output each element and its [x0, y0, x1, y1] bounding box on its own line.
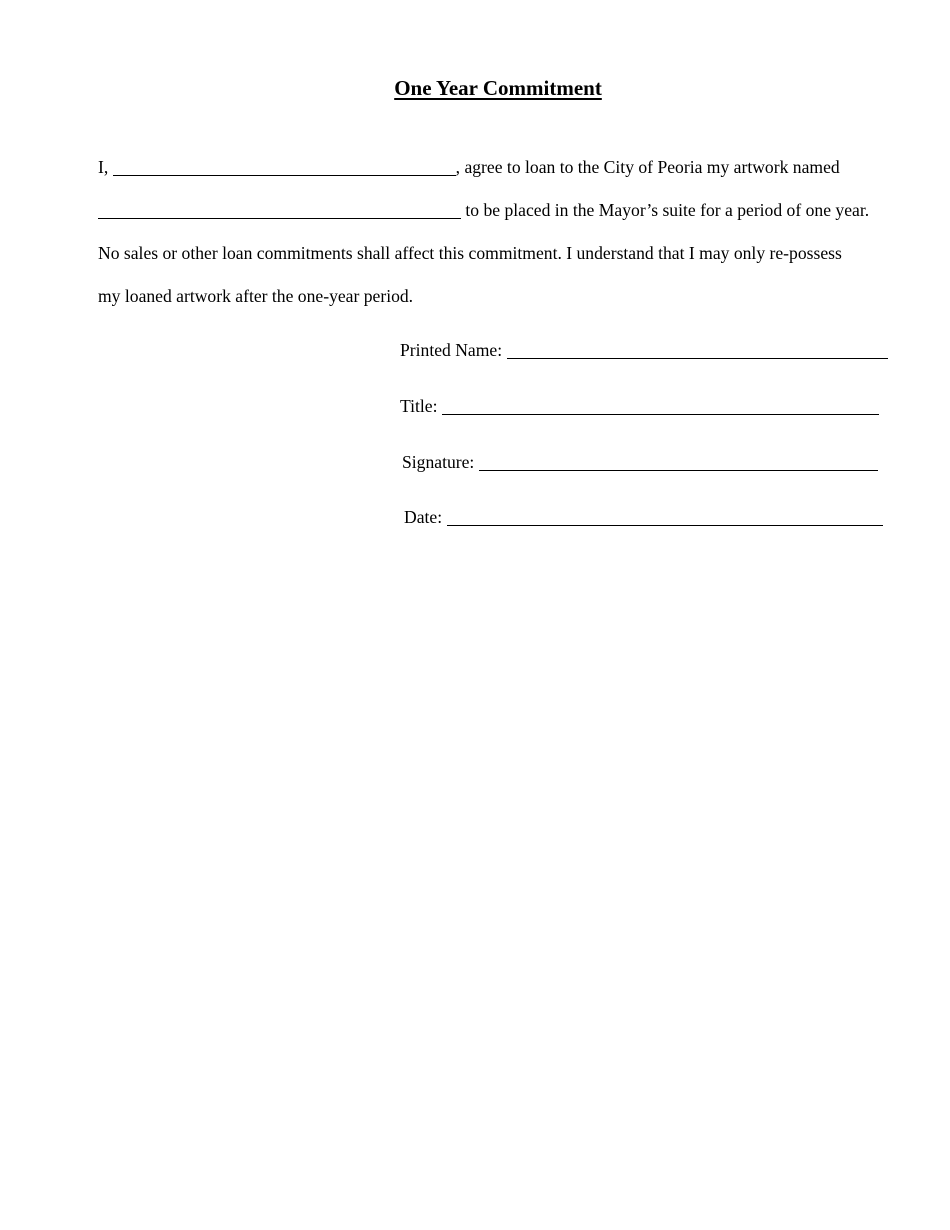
artwork-name-blank-1[interactable] — [98, 200, 331, 219]
signature-label: Signature: — [402, 452, 479, 472]
title-row — [400, 396, 879, 417]
signature-blank[interactable] — [479, 452, 878, 471]
lender-name-blank[interactable] — [113, 157, 456, 176]
date-label: Date: — [404, 507, 447, 527]
paragraph-line-2 — [98, 200, 869, 221]
paragraph-line-3: No sales or other loan commitments shall affect this commitment. I understand that I may only re-possess — [98, 243, 842, 263]
printed-name-blank[interactable] — [507, 340, 888, 359]
printed-name-label: Printed Name: — [400, 340, 507, 360]
line1-suffix: , agree to loan to the City of Peoria my artwork named — [455, 157, 840, 177]
signature-row — [402, 452, 878, 473]
paragraph-line-4: my loaned artwork after the one-year period. — [98, 286, 414, 306]
printed-name-row — [400, 340, 888, 361]
artwork-name-blank-2[interactable] — [331, 200, 461, 219]
title-label: Title: — [400, 396, 442, 416]
date-blank[interactable] — [447, 507, 883, 526]
date-row — [404, 507, 883, 528]
document-title: One Year Commitment — [394, 76, 602, 100]
line2-suffix: to be placed in the Mayor’s suite for a period of one year. — [461, 200, 870, 220]
title-blank[interactable] — [442, 396, 879, 415]
paragraph-line-1 — [98, 157, 840, 178]
line1-prefix: I, — [98, 157, 113, 177]
